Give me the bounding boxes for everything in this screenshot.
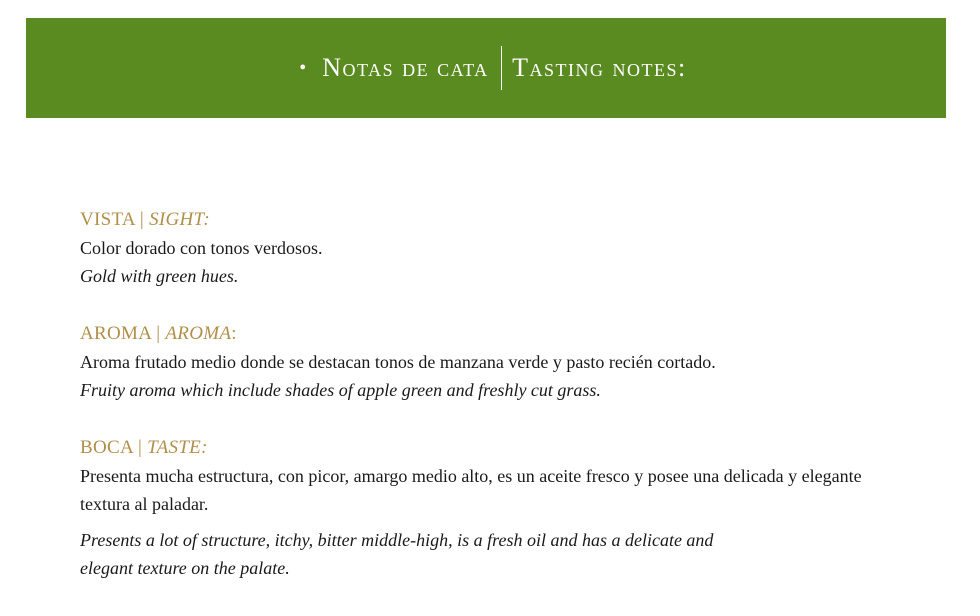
section-sight — [80, 206, 322, 290]
description-english: Gold with green hues. — [80, 266, 239, 286]
title-divider — [501, 46, 503, 90]
description-spanish: Presenta mucha estructura, con picor, amargo medio alto, es un aceite fresco y posee una delicada y elegante textura al paladar. — [80, 466, 862, 514]
label-english: TASTE: — [147, 437, 208, 458]
bullet-icon: • — [299, 56, 307, 79]
label-spanish: BOCA | — [80, 437, 148, 458]
section-label — [80, 206, 322, 234]
section-label — [80, 320, 716, 348]
title-spanish: Notas de cata — [322, 53, 489, 82]
section-taste — [80, 434, 880, 582]
label-spanish: AROMA | — [80, 323, 166, 344]
section-label — [80, 434, 880, 462]
label-english: SIGHT: — [149, 209, 210, 230]
title-english: Tasting notes: — [512, 53, 687, 82]
description-spanish: Aroma frutado medio donde se destacan tonos de manzana verde y pasto recién cortado. — [80, 352, 716, 372]
description-english: Presents a lot of structure, itchy, bitter middle-high, is a fresh oil and has a delicate and elegant texture on the palate. — [80, 530, 714, 578]
description-english: Fruity aroma which include shades of apple green and freshly cut grass. — [80, 380, 601, 400]
section-aroma — [80, 320, 716, 404]
header-banner — [26, 18, 946, 118]
label-spanish: VISTA | — [80, 209, 150, 230]
header-title — [299, 46, 687, 90]
label-suffix: : — [231, 323, 237, 344]
label-english: AROMA — [165, 323, 232, 344]
description-spanish: Color dorado con tonos verdosos. — [80, 238, 323, 258]
